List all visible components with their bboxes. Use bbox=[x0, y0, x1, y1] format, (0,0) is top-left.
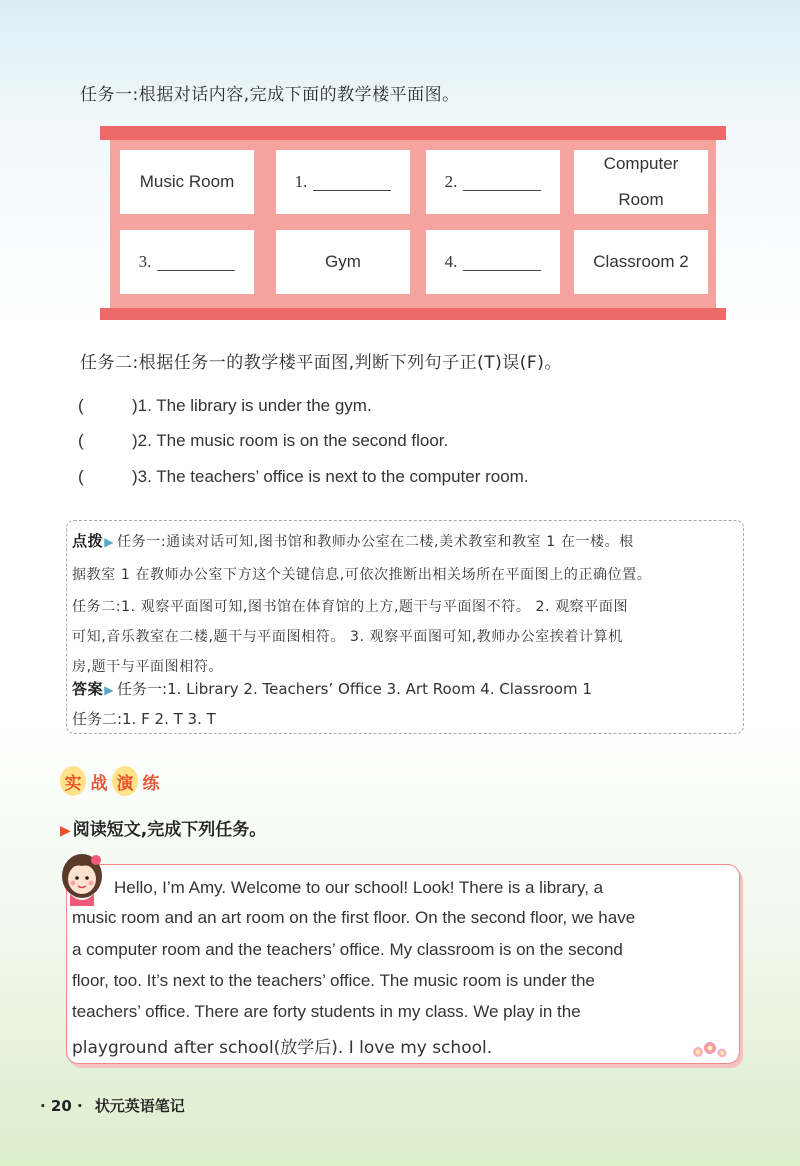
hint-line-2: 据教室 1 在教师办公室下方这个关键信息,可依次推断出相关场所在平面图上的正确位置。 bbox=[72, 567, 652, 583]
practice-title-char: 演 bbox=[112, 766, 138, 796]
book-title: 状元英语笔记 bbox=[94, 1097, 185, 1115]
hint-line-5: 房,题干与平面图相符。 bbox=[72, 659, 224, 675]
practice-title-char: 练 bbox=[142, 773, 160, 794]
answer-blank-3[interactable] bbox=[157, 253, 235, 271]
answer-line-1 bbox=[72, 678, 592, 699]
task2-heading: 任务二:根据任务一的教学楼平面图,判断下列句子正(T)误(F)。 bbox=[80, 353, 562, 373]
room-computer bbox=[574, 150, 708, 214]
floor-plan-base bbox=[100, 308, 726, 320]
page-number: · 20 · bbox=[40, 1097, 83, 1115]
answer-blank-1[interactable] bbox=[313, 173, 391, 191]
tf-text: )1. The library is under the gym. bbox=[132, 396, 372, 415]
passage-line-5: teachers’ office. There are forty students in my class. We play in the bbox=[72, 1002, 581, 1021]
triangle-right-icon: ▶ bbox=[60, 823, 71, 839]
room-music bbox=[120, 150, 254, 214]
answer-text: 任务二:1. F 2. T 3. T bbox=[72, 710, 216, 728]
hint-line-1 bbox=[72, 530, 634, 551]
passage-line-2: music room and an art room on the first floor. On the second floor, we have bbox=[72, 908, 636, 927]
room-classroom-2 bbox=[574, 230, 708, 294]
room-gym bbox=[276, 230, 410, 294]
hint-line-3: 任务二:1. 观察平面图可知,图书馆在体育馆的上方,题干与平面图不符。 2. 观察平面图 bbox=[72, 599, 629, 615]
passage-line-4: floor, too. It’s next to the teachers’ office. The music room is under the bbox=[72, 971, 595, 990]
tf-text: )2. The music room is on the second floor. bbox=[132, 431, 449, 450]
flower-decoration-icon bbox=[690, 1040, 730, 1060]
practice-title bbox=[60, 766, 164, 796]
task1-heading: 任务一:根据对话内容,完成下面的教学楼平面图。 bbox=[80, 85, 460, 105]
tf-answer-slot-3[interactable]: ( bbox=[78, 467, 84, 486]
blank-number: 3. bbox=[138, 252, 152, 271]
blank-number: 2. bbox=[444, 172, 458, 191]
room-label: Music Room bbox=[139, 172, 235, 191]
room-blank-1 bbox=[276, 150, 410, 214]
room-label: Gym bbox=[325, 252, 361, 271]
practice-title-char: 战 bbox=[90, 773, 108, 794]
tf-text: )3. The teachers’ office is next to the computer room. bbox=[132, 467, 529, 486]
room-blank-3 bbox=[120, 230, 254, 294]
passage-line-1: Hello, I’m Amy. Welcome to our school! Look! There is a library, a bbox=[114, 878, 604, 897]
tf-answer-slot-1[interactable]: ( bbox=[78, 396, 84, 415]
room-label-line2: Room bbox=[618, 190, 664, 209]
instruction-text: 阅读短文,完成下列任务。 bbox=[72, 820, 267, 840]
room-label-line1: Computer bbox=[603, 154, 679, 173]
arrow-right-icon: ▶ bbox=[104, 683, 115, 697]
page-footer bbox=[40, 1095, 185, 1116]
girl-avatar-icon bbox=[58, 850, 106, 906]
answer-label: 答案 bbox=[72, 680, 104, 698]
hint-line-4: 可知,音乐教室在二楼,题干与平面图相符。 3. 观察平面图可知,教师办公室挨着计算机 bbox=[72, 629, 623, 645]
hint-text: 任务一:通读对话可知,图书馆和教师办公室在二楼,美术教室和教室 1 在一楼。根 bbox=[117, 534, 634, 550]
answer-blank-4[interactable] bbox=[463, 253, 541, 271]
room-label: Classroom 2 bbox=[593, 252, 689, 271]
floor-plan bbox=[100, 126, 726, 320]
floor-plan-wall bbox=[110, 140, 716, 308]
blank-number: 4. bbox=[444, 252, 458, 271]
hint-label: 点拨 bbox=[72, 532, 104, 550]
tf-item-1 bbox=[78, 396, 372, 416]
blank-number: 1. bbox=[294, 172, 308, 191]
passage-line-3: a computer room and the teachers’ office. My classroom is on the second bbox=[72, 940, 623, 959]
room-blank-2 bbox=[426, 150, 560, 214]
answer-line-2 bbox=[72, 708, 216, 729]
floor-plan-roof bbox=[100, 126, 726, 140]
tf-answer-slot-2[interactable]: ( bbox=[78, 431, 84, 450]
instruction bbox=[60, 815, 266, 840]
practice-title-char: 实 bbox=[60, 766, 86, 796]
answer-text: 任务一:1. Library 2. Teachers’ Office 3. Art Room 4. Classroom 1 bbox=[117, 680, 592, 698]
arrow-right-icon: ▶ bbox=[104, 535, 115, 549]
tf-item-2 bbox=[78, 431, 448, 451]
room-blank-4 bbox=[426, 230, 560, 294]
tf-item-3 bbox=[78, 467, 529, 487]
passage-line-6: playground after school(放学后). I love my school. bbox=[72, 1038, 493, 1058]
answer-blank-2[interactable] bbox=[463, 173, 541, 191]
